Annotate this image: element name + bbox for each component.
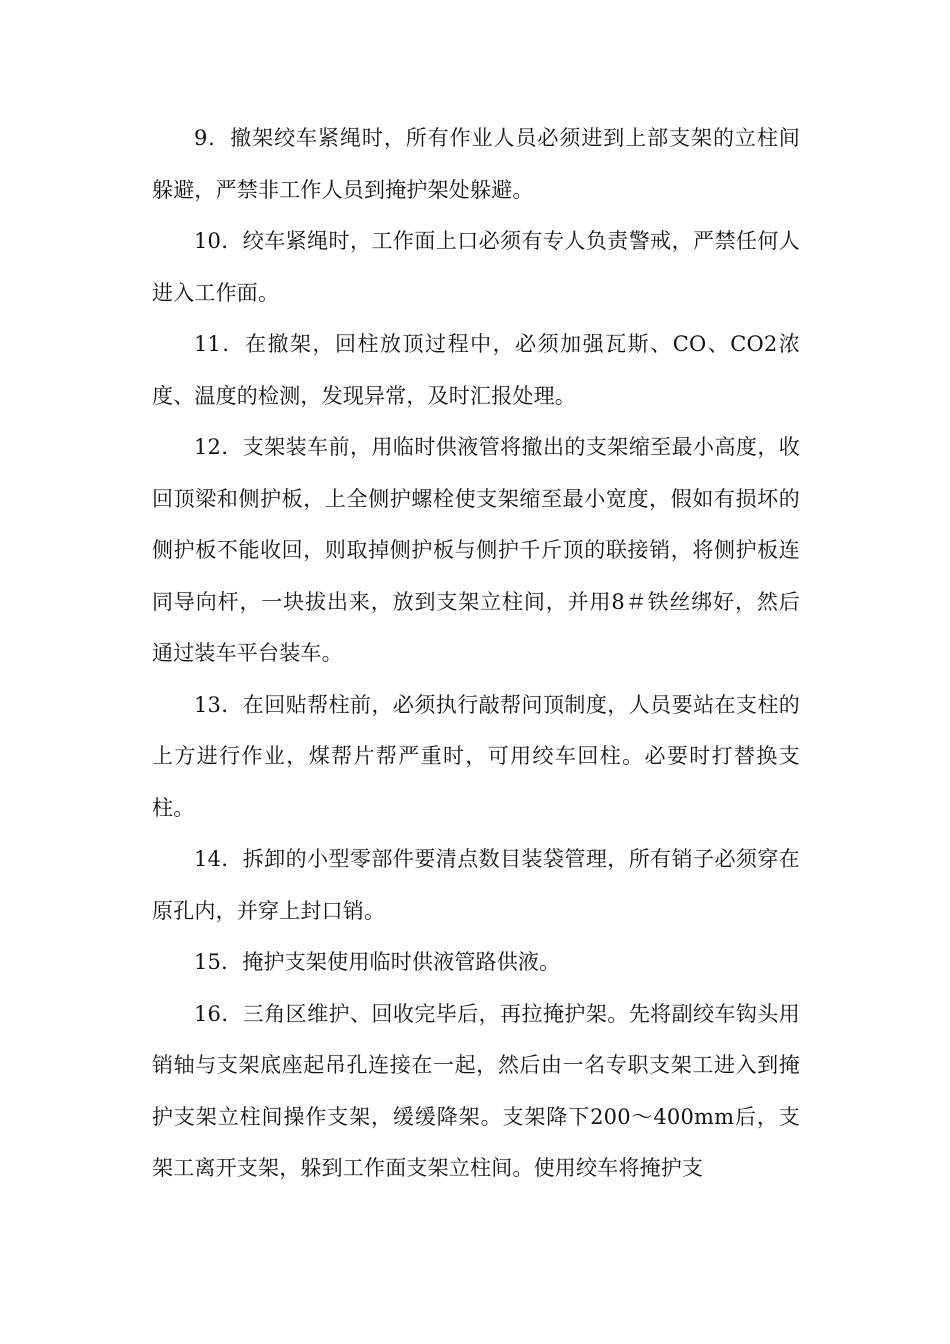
paragraph-item-15: 15．掩护支架使用临时供液管路供液。: [194, 950, 561, 974]
paragraph-item-14: 14．拆卸的小型零部件要清点数目装袋管理，所有销子必须穿在原孔内，并穿上封口销。: [152, 847, 800, 923]
paragraph-item-16: 16．三角区维护、回收完毕后，再拉掩护架。先将副绞车钩头用销轴与支架底座起吊孔连接在一起，然后由一名专职支架工进入到掩护支架立柱间操作支架，缓缓降架。支架降下200～400mm后，支架工离开支架，躲到工作面支架立柱间。使用绞车将掩护支: [152, 1001, 800, 1180]
document-body: [152, 113, 800, 1195]
paragraph-item-12: 12．支架装车前，用临时供液管将撤出的支架缩至最小高度，收回顶梁和侧护板，上全侧护螺栓使支架缩至最小宽度，假如有损坏的侧护板不能收回，则取掉侧护板与侧护千斤顶的联接销，将侧护板连同导向杆，一块拔出来，放到支架立柱间，并用8＃铁丝绑好，然后通过装车平台装车。: [152, 435, 800, 665]
paragraph-item-11: 11．在撤架，回柱放顶过程中，必须加强瓦斯、CO、CO2浓度、温度的检测，发现异常，及时汇报处理。: [152, 332, 800, 408]
paragraph-item-13: 13．在回贴帮柱前，必须执行敲帮问顶制度，人员要站在支柱的上方进行作业，煤帮片帮严重时，可用绞车回柱。必要时打替换支柱。: [152, 692, 800, 820]
paragraph-item-10: 10．绞车紧绳时，工作面上口必须有专人负责警戒，严禁任何人进入工作面。: [152, 229, 800, 305]
paragraph-item-9: 9．撤架绞车紧绳时，所有作业人员必须进到上部支架的立柱间躲避，严禁非工作人员到掩护架处躲避。: [152, 126, 800, 202]
